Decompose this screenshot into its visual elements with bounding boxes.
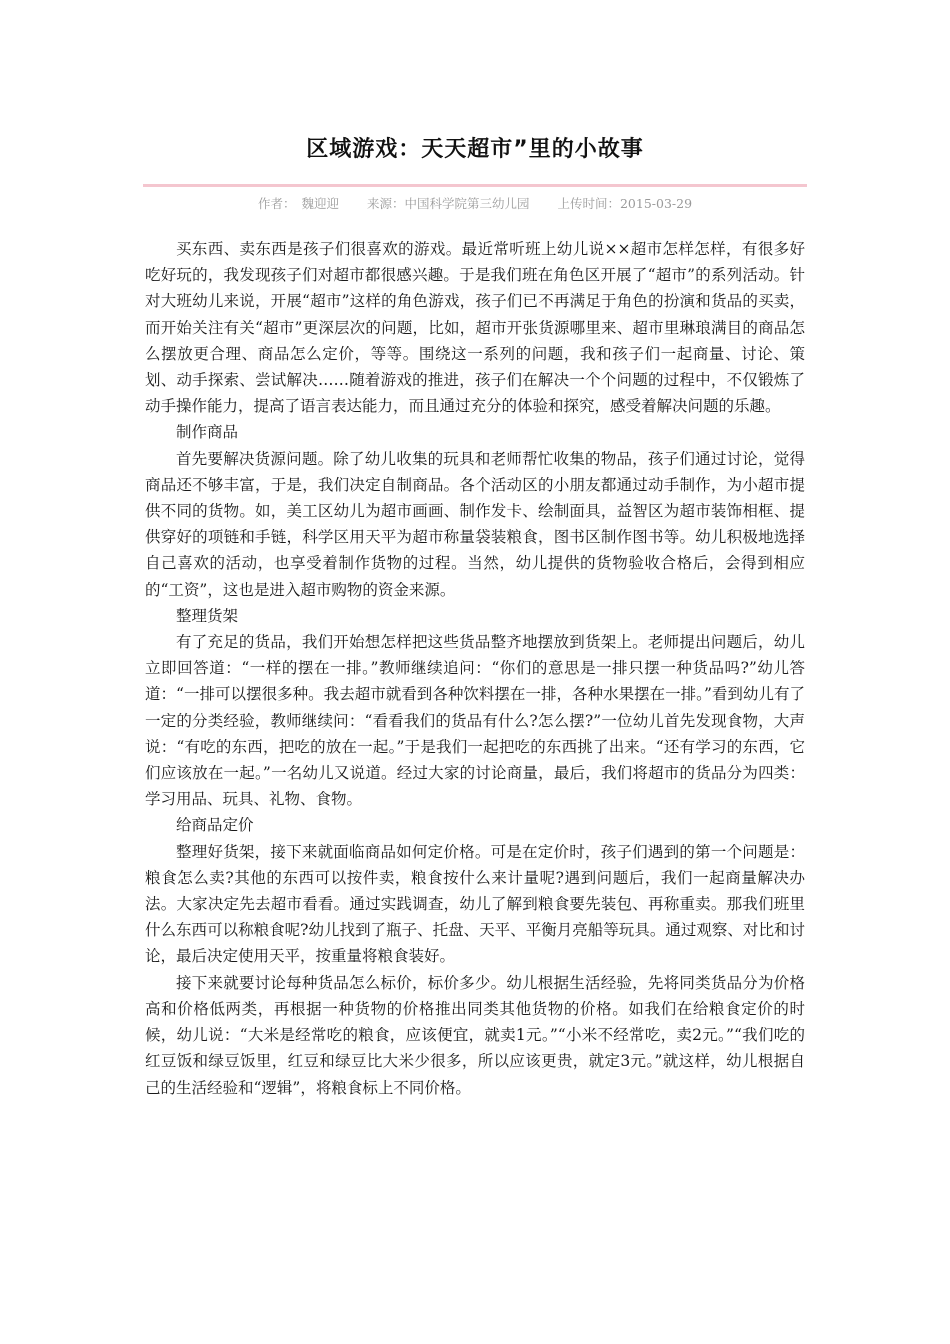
- article-body: [145, 236, 805, 1101]
- section-heading-arranging-shelves: 整理货架: [176, 606, 239, 625]
- author-name: 魏迎迎: [301, 196, 339, 211]
- source-field: [367, 194, 530, 212]
- upload-field: [557, 194, 692, 212]
- section-heading-making-goods: 制作商品: [176, 423, 239, 442]
- source-label: 来源：: [366, 196, 405, 211]
- article-title: 区域游戏：天天超市”里的小故事: [306, 137, 644, 162]
- article-meta: [143, 194, 807, 212]
- section-paragraph: 首先要解决货源问题。除了幼儿收集的玩具和老师帮忙收集的物品，孩子们通过讨论，觉得商品还不够丰富，于是，我们决定自制商品。各个活动区的小朋友都通过动手制作，为小超市提供不同的货物。如，美工区幼儿为超市画画、制作发卡、绘制面具，益智区为超市装饰相框、提供穿好的项链和手链，科学区用天平为超市称量袋装粮食，图书区制作图书等。幼儿积极地选择自己喜欢的活动，也享受着制作货物的过程。当然，幼儿提供的货物验收合格后，会得到相应的“工资”，这也是进入超市购物的资金来源。: [145, 449, 805, 599]
- upload-label: 上传时间：: [557, 196, 620, 211]
- source-name: 中国科学院第三幼儿园: [404, 196, 530, 211]
- section-paragraph: 接下来就要讨论每种货品怎么标价，标价多少。幼儿根据生活经验，先将同类货品分为价格高和价格低两类，再根据一种货物的价格推出同类其他货物的价格。如我们在给粮食定价的时候，幼儿说：“大米是经常吃的粮食，应该便宜，就卖1元。”“小米不经常吃，卖2元。”“我们吃的红豆饭和绿豆饭里，红豆和绿豆比大米少很多，所以应该更贵，就定3元。”就这样，幼儿根据自己的生活经验和“逻辑”，将粮食标上不同价格。: [145, 973, 805, 1097]
- section-paragraph: 整理好货架，接下来就面临商品如何定价格。可是在定价时，孩子们遇到的第一个问题是：粮食怎么卖?其他的东西可以按件卖，粮食按什么来计量呢?遇到问题后，我们一起商量解决办法。大家决定先去超市看看。通过实践调查，幼儿了解到粮食要先装包、再称重卖。那我们班里什么东西可以称粮食呢?幼儿找到了瓶子、托盘、天平、平衡月亮船等玩具。通过观察、对比和讨论，最后决定使用天平，按重量将粮食装好。: [145, 842, 805, 966]
- author-field: [258, 194, 339, 212]
- intro-paragraph: 买东西、卖东西是孩子们很喜欢的游戏。最近常听班上幼儿说××超市怎样怎样，有很多好吃好玩的，我发现孩子们对超市都很感兴趣。于是我们班在角色区开展了“超市”的系列活动。针对大班幼儿来说，开展“超市”这样的角色游戏，孩子们已不再满足于角色的扮演和货品的买卖，而开始关注有关“超市”更深层次的问题，比如，超市开张货源哪里来、超市里琳琅满目的商品怎么摆放更合理、商品怎么定价，等等。围绕这一系列的问题，我和孩子们一起商量、讨论、策划、动手探索、尝试解决……随着游戏的推进，孩子们在解决一个个问题的过程中，不仅锻炼了动手操作能力，提高了语言表达能力，而且通过充分的体验和探究，感受着解决问题的乐趣。: [145, 240, 805, 416]
- author-label: 作者：: [257, 196, 296, 211]
- title-divider: [143, 184, 807, 187]
- section-heading-pricing: 给商品定价: [176, 816, 254, 835]
- upload-date: 2015-03-29: [619, 196, 693, 211]
- section-paragraph: 有了充足的货品，我们开始想怎样把这些货品整齐地摆放到货架上。老师提出问题后，幼儿立即回答道：“一样的摆在一排。”教师继续追问：“你们的意思是一排只摆一种货品吗?”幼儿答道：“一排可以摆很多种。我去超市就看到各种饮料摆在一排，各种水果摆在一排。”看到幼儿有了一定的分类经验，教师继续问：“看看我们的货品有什么?怎么摆?”一位幼儿首先发现食物，大声说：“有吃的东西，把吃的放在一起。”于是我们一起把吃的东西挑了出来。“还有学习的东西，它们应该放在一起。”一名幼儿又说道。经过大家的讨论商量，最后，我们将超市的货品分为四类：学习用品、玩具、礼物、食物。: [145, 633, 805, 809]
